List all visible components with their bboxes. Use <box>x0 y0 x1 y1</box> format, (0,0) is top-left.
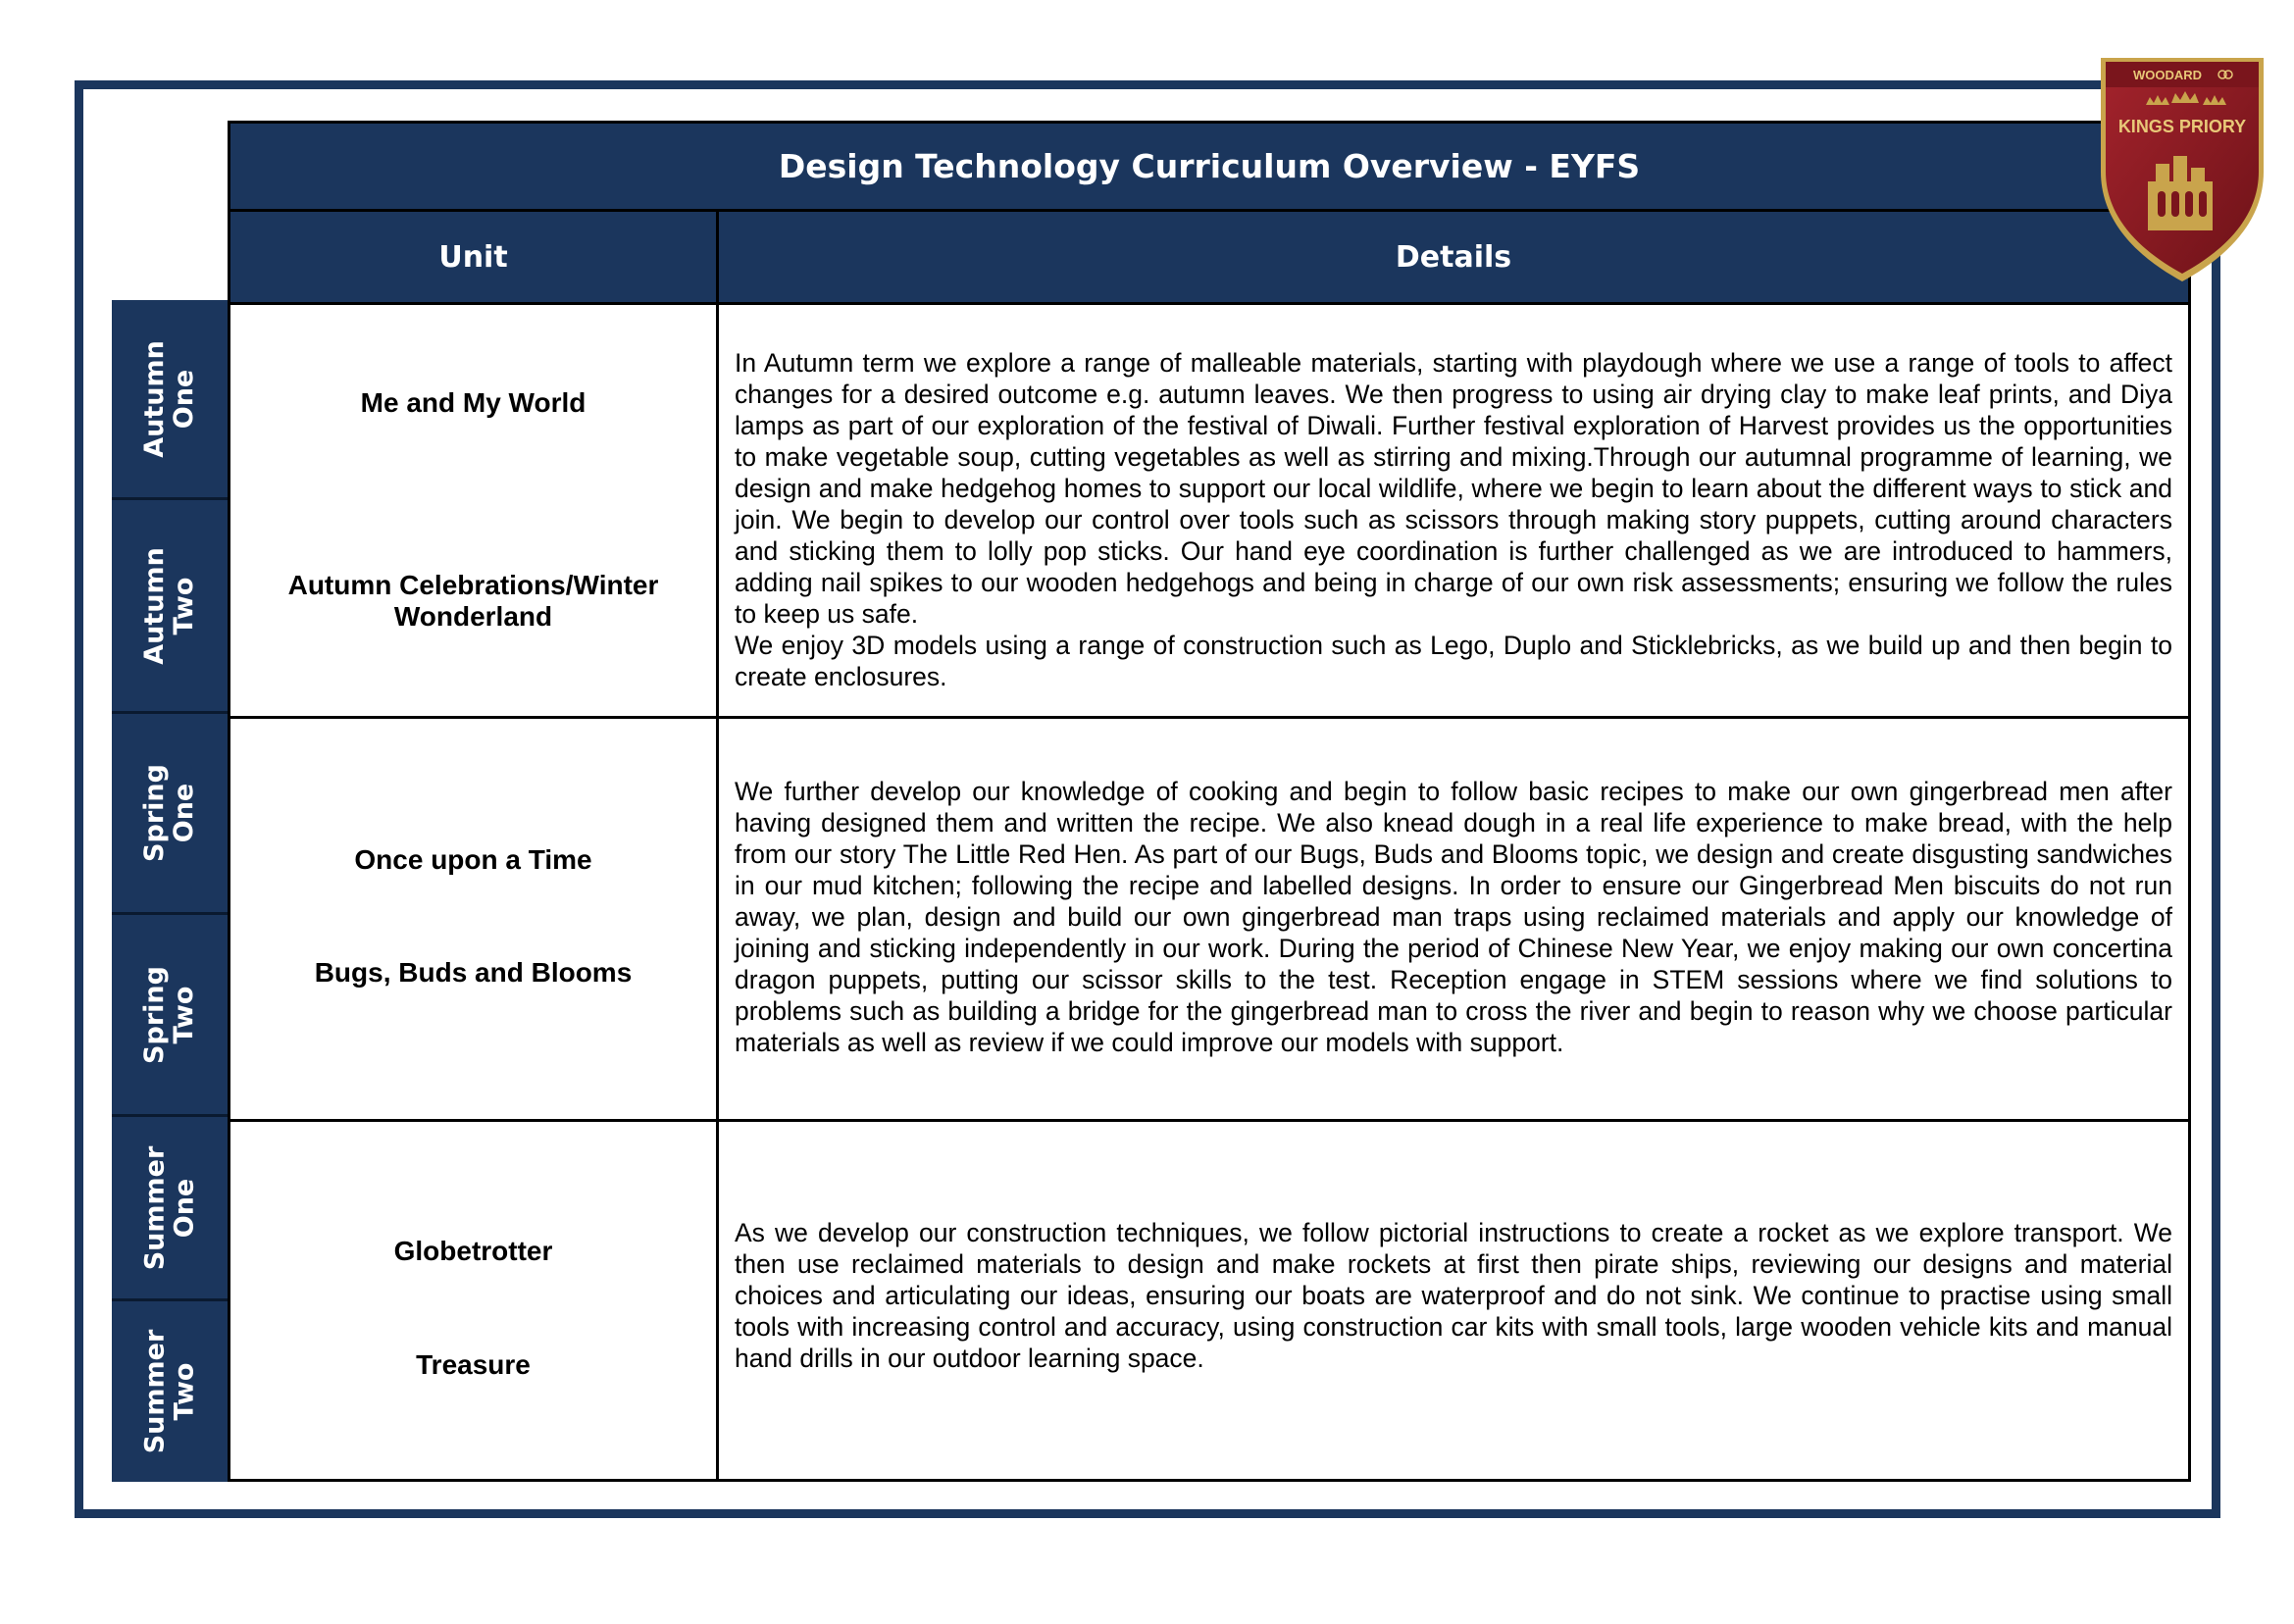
term-label: Spring Two <box>139 965 199 1064</box>
term-spring-one <box>112 714 228 915</box>
crest-top-text: WOODARD <box>2132 68 2203 82</box>
term-spring-two <box>112 915 228 1117</box>
unit-name: Once upon a Time <box>354 844 592 875</box>
details-cell <box>719 719 2188 1119</box>
unit-column-header: Unit <box>230 212 719 302</box>
term-summer-one <box>112 1117 228 1301</box>
details-text: We further develop our knowledge of cooking and begin to follow basic recipes to make our own gingerbread men after having designed them and written the recipe. We also knead dough in a real life experience to make bread, with the help from our story The Little Red Hen. As part of our Bugs, Buds and Blooms topic, we design and create disgusting sandwiches in our mud kitchen; following the recipe and labelled designs. In order to ensure our Gingerbread Men biscuits do not run away, we plan, design and build our own gingerbread man traps using reclaimed materials and apply our knowledge of joining and sticking independently in our work. During the period of Chinese New Year, we enjoy making our own concertina dragon puppets, putting our scissor skills to the test. Reception engage in STEM sessions where we find solutions to problems such as building a bridge for the gingerbread man to cross the river and begin to reason why we choose particular materials as well as review if we could improve our models with support. <box>735 777 2172 1057</box>
term-label: Autumn One <box>139 339 200 458</box>
term-autumn-one <box>112 300 228 500</box>
details-column-header: Details <box>1395 239 1512 275</box>
table-row-spring <box>230 716 2188 1119</box>
details-cell <box>719 305 2188 716</box>
crest-name-text: KINGS PRIORY <box>2117 117 2247 136</box>
unit-cell <box>230 1122 719 1479</box>
details-text: As we develop our construction techniques, we follow pictorial instructions to create a rocket as we explore transport. We then use reclaimed materials to design and make rockets at first then pirate ships, reviewing our designs and material choices and articulating our ideas, ensuring our boats are waterproof and do not sink. We continue to practise using small tools with increasing control and accuracy, using construction car kits with small tools, large wooden vehicle kits and manual hand drills in our outdoor learning space. <box>735 1218 2172 1373</box>
unit-name: Autumn Celebrations/Winter Wonderland <box>287 570 659 632</box>
curriculum-table <box>228 121 2191 1482</box>
term-label: Spring One <box>139 764 199 862</box>
term-label: Summer Two <box>139 1329 199 1454</box>
table-header-row <box>230 212 2188 302</box>
unit-name: Me and My World <box>360 387 586 418</box>
unit-cell <box>230 719 719 1119</box>
unit-name: Bugs, Buds and Blooms <box>314 957 633 988</box>
details-text: In Autumn term we explore a range of malleable materials, starting with playdough where we use a range of tools to affect changes for a desired outcome e.g. autumn leaves. We then progress to using air drying clay to make leaf prints, and Diya lamps as part of our exploration of the festival of Diwali. Further festival exploration of Harvest provides us the opportunities to make vegetable soup, cutting vegetables as well as stirring and mixing.Through our autumnal programme of learning, we design and make hedgehog homes to support our local wildlife, where we begin to learn about the different ways to stick and join. We begin to develop our control over tools such as scissors through making story puppets, cutting around characters and sticking them to lolly pop sticks. Our hand eye coordination is further challenged as we are introduced to hammers, adding nail spikes to our wooden hedgehogs and being in charge of our own risk assessments; ensuring we follow the rules to keep us safe. We enjoy 3D models using a range of construction such as Lego, Duplo and Sticklebricks, as we build up and then begin to create enclosures. <box>735 347 2172 691</box>
unit-cell <box>230 305 719 716</box>
term-label: Autumn Two <box>139 546 200 665</box>
term-autumn-two <box>112 500 228 714</box>
unit-name: Treasure <box>416 1349 531 1380</box>
table-row-autumn <box>230 302 2188 716</box>
term-label: Summer One <box>139 1145 199 1270</box>
table-title: Design Technology Curriculum Overview - EYFS <box>230 124 2188 212</box>
unit-name: Globetrotter <box>393 1236 553 1266</box>
term-summer-two <box>112 1301 228 1482</box>
school-crest-logo <box>2095 54 2269 284</box>
table-row-summer <box>230 1119 2188 1479</box>
details-cell <box>719 1122 2188 1479</box>
